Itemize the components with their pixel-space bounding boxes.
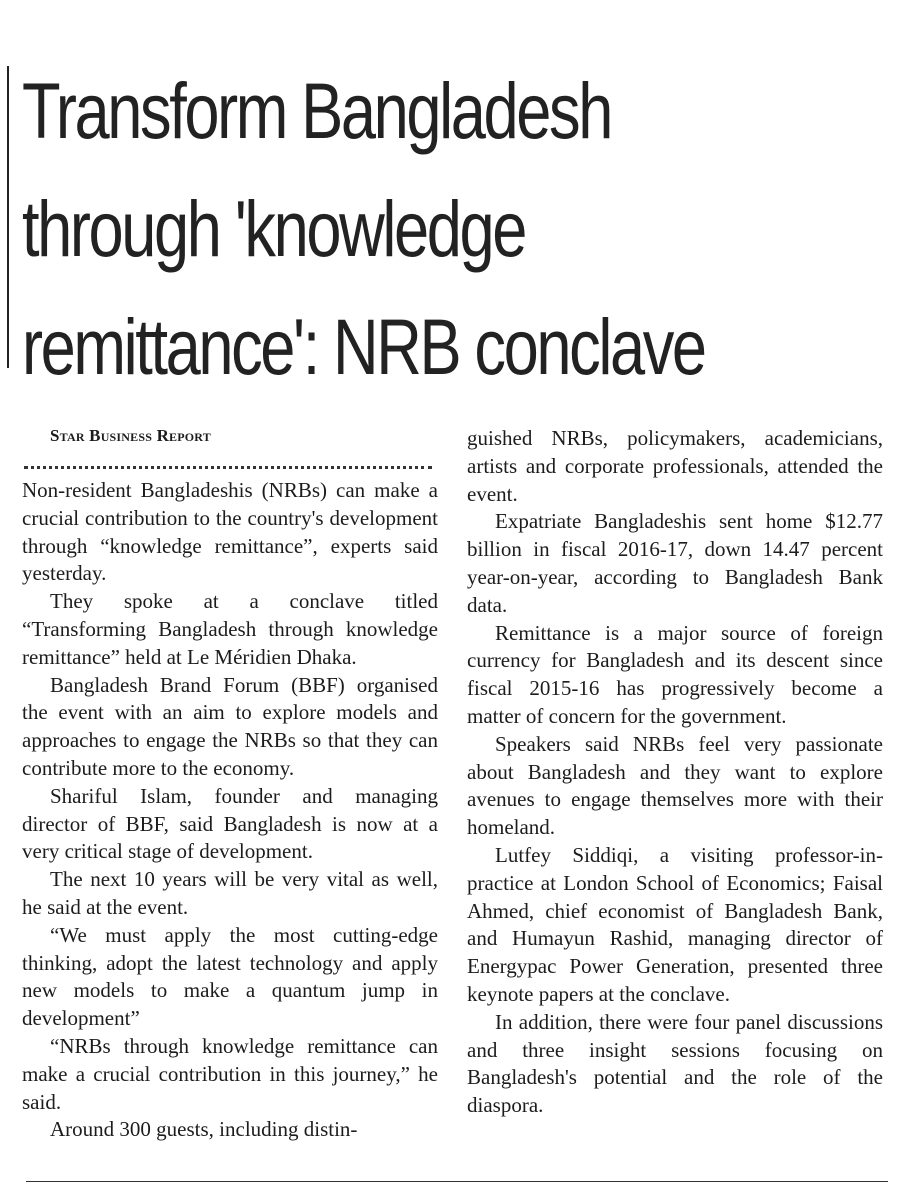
headline-line-2: through 'knowledge: [22, 184, 525, 273]
paragraph: The next 10 years will be very vital as well, he said at the event.: [22, 867, 438, 919]
paragraph: Lutfey Siddiqi, a visiting professor-in-practice at London School of Economics; Faisal Ahmed, chief economist of Bangladesh Bank, and Humayun Rashid, managing director of Energypac Power Generation, presented three keynote papers at the conclave.: [467, 842, 883, 1006]
paragraph: Non-resident Bangladeshis (NRBs) can make a crucial contribution to the country's development through “knowledge remittance”, experts said yesterday.: [22, 478, 438, 586]
paragraph: Bangladesh Brand Forum (BBF) organised the event with an aim to explore models and approaches to engage the NRBs so that they can contribute more to the economy.: [22, 672, 438, 780]
paragraph: Expatriate Bangladeshis sent home $12.77 billion in fiscal 2016-17, down 14.47 percent year-on-year, according to Bangladesh Bank data.: [467, 509, 883, 617]
headline-line-3: remittance': NRB conclave: [22, 302, 705, 391]
paragraph: Shariful Islam, founder and managing director of BBF, said Bangladesh is now at a very critical stage of development.: [22, 783, 438, 864]
paragraph: Remittance is a major source of foreign currency for Bangladesh and its descent since fiscal 2015-16 has progressively become a matter of concern for the government.: [467, 620, 883, 728]
left-column-rule: [7, 66, 9, 368]
paragraph: guished NRBs, policymakers, academicians, artists and corporate professionals, attended the event.: [467, 426, 883, 506]
headline: [22, 52, 902, 406]
paragraph: Speakers said NRBs feel very passionate about Bangladesh and they want to explore avenues to engage themselves more with their homeland.: [467, 731, 883, 840]
paragraph: Around 300 guests, including distin-: [50, 1117, 358, 1142]
byline: Star Business Report: [50, 426, 211, 445]
article-column-left: [22, 422, 438, 1144]
headline-line-1: Transform Bangladesh: [22, 66, 611, 155]
article-column-right: [467, 425, 883, 1120]
paragraph: They spoke at a conclave titled “Transforming Bangladesh through knowledge remittance” held at Le Méridien Dhaka.: [22, 589, 438, 669]
paragraph: “NRBs through knowledge remittance can make a crucial contribution in this journey,” he said.: [22, 1033, 438, 1114]
dotted-divider: [24, 456, 432, 469]
paragraph: In addition, there were four panel discussions and three insight sessions focusing on Bangladesh's potential and the role of the diaspora.: [467, 1009, 883, 1118]
paragraph: “We must apply the most cutting-edge thinking, adopt the latest technology and apply new models to make a quantum jump in development”: [22, 922, 438, 1031]
bottom-rule: [26, 1181, 888, 1182]
